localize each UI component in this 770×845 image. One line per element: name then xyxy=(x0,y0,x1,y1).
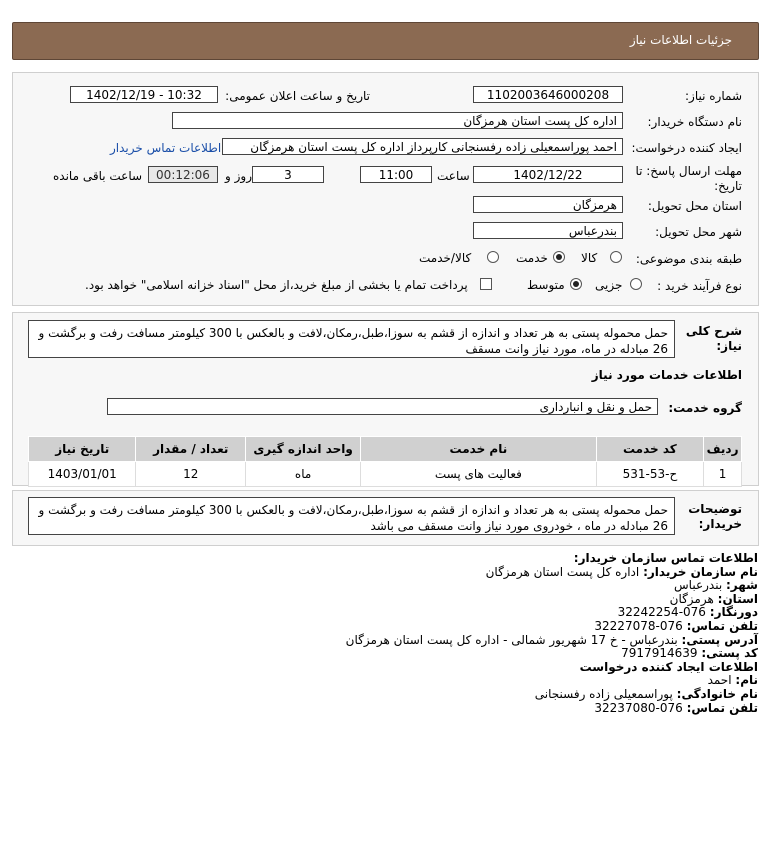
services-table-header xyxy=(29,437,742,462)
first-name-label: نام: xyxy=(735,673,758,688)
city-info-label: شهر: xyxy=(726,578,758,593)
col-need-date: تاریخ نیاز xyxy=(29,437,136,462)
treasury-payment-note: پرداخت تمام یا بخشی از مبلغ خرید،از محل "اسناد خزانه اسلامی" خواهد بود. xyxy=(85,278,468,292)
services-title: اطلاعات خدمات مورد نیاز xyxy=(591,368,742,382)
need-number-field: 1102003646000208 xyxy=(473,86,623,103)
cell-service-code: ح-53-531 xyxy=(596,462,703,487)
deadline-time-label: ساعت xyxy=(437,169,470,183)
creator-info-heading: اطلاعات ایجاد کننده درخواست xyxy=(579,659,758,674)
province-info-label: استان: xyxy=(717,591,758,606)
summary-text: حمل محموله پستی به هر تعداد و اندازه از قشم به سوزا،طبل،رمکان،لافت و بالعکس با 300 کیلومتر مسافت رفت و برگشت و 26 مبادله در ماه، مورد نیاز وانت مسقف xyxy=(28,320,675,358)
announce-date-field: 1402/12/19 - 10:32 xyxy=(70,86,218,103)
days-label: روز و xyxy=(225,169,252,183)
buyer-contact-info xyxy=(18,552,758,715)
category-option-service: خدمت xyxy=(516,251,548,265)
postal-code-label: کد پستی: xyxy=(701,646,758,661)
fax-value: 076-32242254 xyxy=(617,605,706,620)
category-option-goods-service: کالا/خدمت xyxy=(419,251,472,265)
creator-phone-value: 076-32237080 xyxy=(594,700,683,715)
first-name-value: احمد xyxy=(707,673,732,688)
need-info-section xyxy=(12,72,759,306)
summary-label: شرح کلی xyxy=(685,324,742,338)
process-option-medium: متوسط xyxy=(527,278,565,292)
city-info-value: بندرعباس xyxy=(674,578,723,593)
process-radio-medium[interactable] xyxy=(570,278,582,290)
buyer-name-field: اداره کل پست استان هرمزگان xyxy=(172,112,623,129)
category-radio-goods[interactable] xyxy=(610,251,622,263)
days-remaining-field: 3 xyxy=(252,166,324,183)
address-value: بندرعباس - خ 17 شهریور شمالی - اداره کل پست استان هرمزگان xyxy=(345,632,678,647)
category-radio-goods-service[interactable] xyxy=(487,251,499,263)
province-label: استان محل تحویل: xyxy=(647,199,742,213)
province-info-value: هرمزگان xyxy=(669,591,714,606)
cell-unit: ماه xyxy=(246,462,361,487)
services-table xyxy=(28,436,742,487)
cell-service-name: فعالیت های پست xyxy=(361,462,597,487)
phone-value: 076-32227078 xyxy=(594,618,683,633)
need-number-label: شماره نیاز: xyxy=(685,89,742,103)
service-group-field: حمل و نقل و انبارداری xyxy=(107,398,658,415)
deadline-date-field: 1402/12/22 xyxy=(473,166,623,183)
category-option-goods: کالا xyxy=(581,251,598,265)
process-radio-minor[interactable] xyxy=(630,278,642,290)
col-service-code: کد خدمت xyxy=(596,437,703,462)
fax-label: دورنگار: xyxy=(709,605,758,620)
contact-heading: اطلاعات تماس سازمان خریدار: xyxy=(573,551,758,565)
col-quantity: تعداد / مقدار xyxy=(136,437,246,462)
address-label: آدرس پستی: xyxy=(681,632,758,647)
family-name-value: پوراسمعیلی زاده رفسنجانی xyxy=(534,686,673,701)
buyer-contact-link[interactable]: اطلاعات تماس خریدار xyxy=(110,141,222,155)
cell-need-date: 1403/01/01 xyxy=(29,462,136,487)
province-field: هرمزگان xyxy=(473,196,623,213)
category-radio-service[interactable] xyxy=(553,251,565,263)
cell-quantity: 12 xyxy=(136,462,246,487)
cell-row-number: 1 xyxy=(704,462,742,487)
buyer-desc-label: توضیحات xyxy=(688,502,742,516)
process-type-label: نوع فرآیند خرید : xyxy=(657,279,742,293)
deadline-date-label: تاریخ: xyxy=(714,179,742,193)
org-value: اداره کل پست استان هرمزگان xyxy=(485,564,640,579)
family-name-label: نام خانوادگی: xyxy=(676,686,758,701)
page-title: جزئیات اطلاعات نیاز xyxy=(629,33,732,47)
city-field: بندرعباس xyxy=(473,222,623,239)
table-row xyxy=(29,462,742,487)
deadline-time-field: 11:00 xyxy=(360,166,432,183)
phone-label: تلفن تماس: xyxy=(686,618,758,633)
org-label: نام سازمان خریدار: xyxy=(643,564,758,579)
process-option-minor: جزیی xyxy=(595,278,623,292)
category-label: طبقه بندی موضوعی: xyxy=(635,252,742,266)
buyer-name-label: نام دستگاه خریدار: xyxy=(647,115,742,129)
treasury-payment-checkbox[interactable] xyxy=(480,278,492,290)
service-group-label: گروه خدمت: xyxy=(668,401,742,415)
creator-label: ایجاد کننده درخواست: xyxy=(631,141,742,155)
col-service-name: نام خدمت xyxy=(361,437,597,462)
city-label: شهر محل تحویل: xyxy=(655,225,742,239)
col-unit: واحد اندازه گیری xyxy=(246,437,361,462)
col-row-number: ردیف xyxy=(704,437,742,462)
remaining-time-label: ساعت باقی مانده xyxy=(53,169,143,183)
deadline-label: مهلت ارسال پاسخ: تا xyxy=(635,164,742,178)
remaining-time-field: 00:12:06 xyxy=(148,166,218,183)
creator-field: احمد پوراسمعیلی زاده رفسنجانی کارپرداز اداره کل پست استان هرمزگان xyxy=(222,138,623,155)
postal-code-value: 7917914639 xyxy=(621,646,698,661)
creator-phone-label: تلفن تماس: xyxy=(686,700,758,715)
buyer-desc-text: حمل محموله پستی به هر تعداد و اندازه از قشم به سوزا،طبل،رمکان،لافت و بالعکس با 300 کیلومتر مسافت رفت و برگشت و 26 مبادله در ماه ، خودروی مورد نیاز وانت مسقف می باشد xyxy=(28,497,675,535)
buyer-desc-label-2: خریدار: xyxy=(698,517,742,531)
announce-date-label: تاریخ و ساعت اعلان عمومی: xyxy=(225,89,370,103)
page-title-bar xyxy=(12,22,759,60)
summary-label-2: نیاز: xyxy=(716,339,742,353)
